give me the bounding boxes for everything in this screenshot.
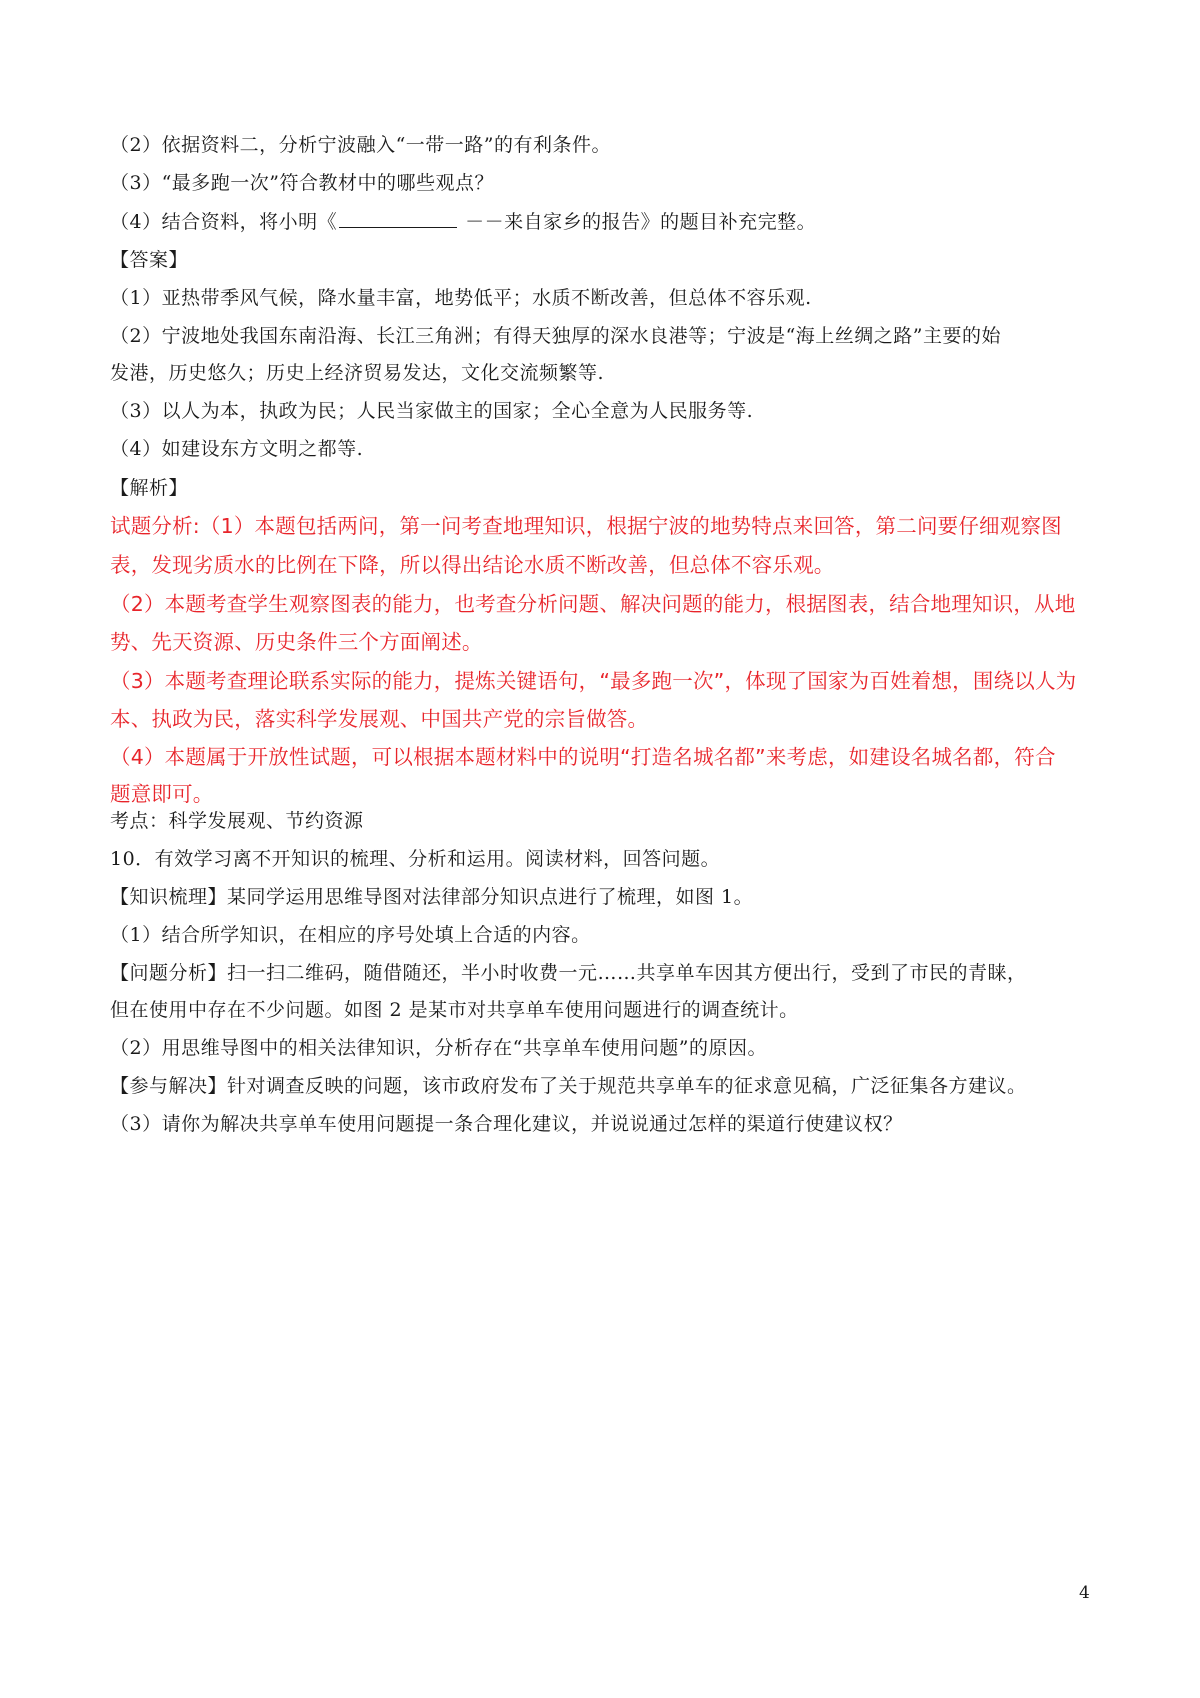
analysis-line: 试题分析:（1）本题包括两问，第一问考查地理知识，根据宁波的地势特点来回答，第二问要仔细观察图 [110, 514, 1062, 538]
question-9-part-2: （2）依据资料二，分析宁波融入“一带一路”的有利条件。 [110, 134, 612, 156]
answer-line: （2）宁波地处我国东南沿海、长江三角洲；有得天独厚的深水良港等；宁波是“海上丝绸之路”主要的始 [110, 325, 1002, 347]
fill-in-blank [339, 209, 457, 228]
question-10-line: （3）请你为解决共享单车使用问题提一条合理化建议，并说说通过怎样的渠道行使建议权？ [110, 1113, 903, 1135]
analysis-line: 势、先天资源、历史条件三个方面阐述。 [110, 630, 483, 654]
answer-line: （4）如建设东方文明之都等. [110, 438, 364, 460]
question-9-part-3: （3）“最多跑一次”符合教材中的哪些观点？ [110, 172, 495, 194]
answer-line: （1）亚热带季风气候，降水量丰富，地势低平；水质不断改善，但总体不容乐观. [110, 287, 812, 309]
question-10-line: （1）结合所学知识，在相应的序号处填上合适的内容。 [110, 924, 591, 946]
question-9-part-4-prefix: （4）结合资料，将小明《 [110, 211, 338, 233]
analysis-heading: 【解析】 [110, 477, 189, 499]
analysis-line: 本、执政为民，落实科学发展观、中国共产党的宗旨做答。 [110, 707, 649, 731]
analysis-line: 表，发现劣质水的比例在下降，所以得出结论水质不断改善，但总体不容乐观。 [110, 553, 835, 577]
analysis-line: 题意即可。 [110, 782, 214, 806]
kaodian-line: 考点：科学发展观、节约资源 [110, 810, 364, 832]
page-number: 4 [1079, 1583, 1090, 1603]
question-9-part-4-suffix: －－来自家乡的报告》的题目补充完整。 [465, 211, 817, 233]
answer-line: （3）以人为本，执政为民；人民当家做主的国家；全心全意为人民服务等. [110, 400, 754, 422]
answer-heading: 【答案】 [110, 249, 189, 271]
analysis-line: （2）本题考查学生观察图表的能力，也考查分析问题、解决问题的能力，根据图表，结合地理知识，从地 [110, 592, 1076, 616]
question-10-line: 【知识梳理】某同学运用思维导图对法律部分知识点进行了梳理，如图 1。 [110, 886, 754, 908]
analysis-line: （3）本题考查理论联系实际的能力，提炼关键语句，“最多跑一次”，体现了国家为百姓着想，围绕以人为 [110, 669, 1077, 693]
question-10-line: 但在使用中存在不少问题。如图 2 是某市对共享单车使用问题进行的调查统计。 [110, 999, 799, 1021]
question-10-line: 【问题分析】扫一扫二维码，随借随还，半小时收费一元……共享单车因其方便出行，受到了市民的青睐， [110, 962, 1027, 984]
analysis-line: （4）本题属于开放性试题，可以根据本题材料中的说明“打造名城名都”来考虑，如建设名城名都，符合 [110, 745, 1056, 769]
question-10-line: 【参与解决】针对调查反映的问题，该市政府发布了关于规范共享单车的征求意见稿，广泛征集各方建议。 [110, 1075, 1027, 1097]
answer-line: 发港，历史悠久；历史上经济贸易发达，文化交流频繁等. [110, 362, 605, 384]
question-10-line: 10．有效学习离不开知识的梳理、分析和运用。阅读材料，回答问题。 [110, 848, 721, 870]
question-9-part-4 [110, 209, 1100, 234]
question-10-line: （2）用思维导图中的相关法律知识，分析存在“共享单车使用问题”的原因。 [110, 1037, 768, 1059]
